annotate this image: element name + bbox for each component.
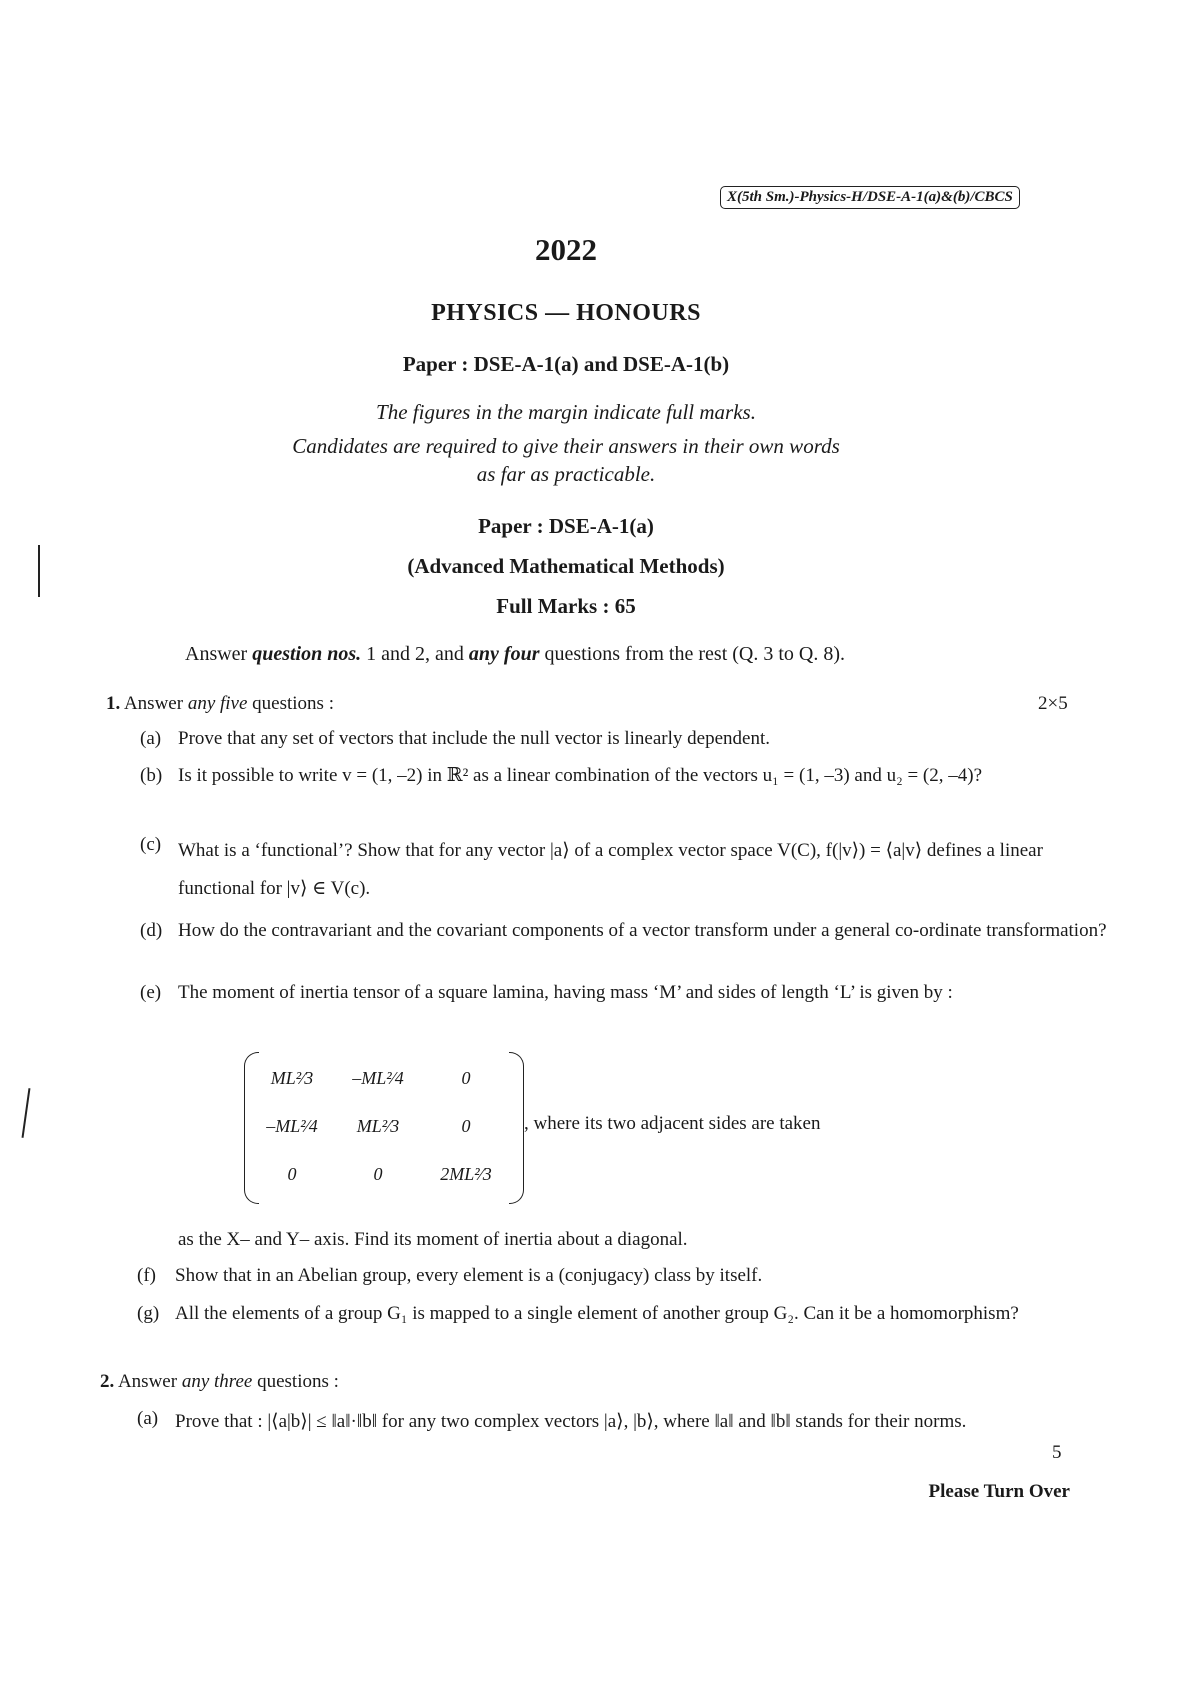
full-marks: Full Marks : 65 — [496, 594, 636, 618]
section-title: (Advanced Mathematical Methods) — [407, 554, 725, 578]
matrix-after-text: , where its two adjacent sides are taken — [524, 1113, 821, 1134]
note-words-2: as far as practicable. — [476, 462, 656, 486]
matrix-cell: –ML²⁄4 — [352, 1068, 404, 1088]
question-1-heading: 1. Answer any five questions : — [106, 693, 334, 714]
paper-title: Paper : DSE-A-1(a) and DSE-A-1(b) — [402, 352, 730, 376]
instruction: Answer question nos. 1 and 2, and any four questions from the rest (Q. 3 to Q. 8). — [185, 643, 846, 665]
matrix-cell: 0 — [373, 1164, 383, 1184]
inertia-tensor-matrix — [244, 1052, 524, 1202]
question-2-heading: 2. Answer any three questions : — [100, 1371, 339, 1392]
please-turn-over: Please Turn Over — [928, 1481, 1070, 1502]
matrix-cell: –ML²⁄4 — [266, 1116, 318, 1136]
matrix-continuation: as the X– and Y– axis. Find its moment of inertia about a diagonal. — [178, 1229, 688, 1250]
note-words-1: Candidates are required to give their answers in their own words — [292, 434, 840, 458]
question-1-marks: 2×5 — [1038, 693, 1068, 714]
matrix-cell: ML²⁄3 — [356, 1116, 400, 1136]
matrix-cell: 0 — [461, 1116, 471, 1136]
paper-code: X(5th Sm.)-Physics-H/DSE-A-1(a)&(b)/CBCS — [720, 186, 1020, 209]
subject-title: PHYSICS — HONOURS — [431, 300, 701, 326]
margin-mark-2 — [22, 1088, 31, 1138]
matrix-cell: ML²⁄3 — [270, 1068, 314, 1088]
section-paper: Paper : DSE-A-1(a) — [478, 514, 654, 538]
matrix-right-bracket — [509, 1052, 524, 1204]
q2-part-a-marks: 5 — [1052, 1442, 1062, 1463]
note-marks: The figures in the margin indicate full marks. — [376, 400, 756, 424]
matrix-cell: 0 — [287, 1164, 297, 1184]
exam-year: 2022 — [535, 232, 597, 267]
matrix-cell: 0 — [461, 1068, 471, 1088]
matrix-cell: 2ML²⁄3 — [440, 1164, 492, 1184]
